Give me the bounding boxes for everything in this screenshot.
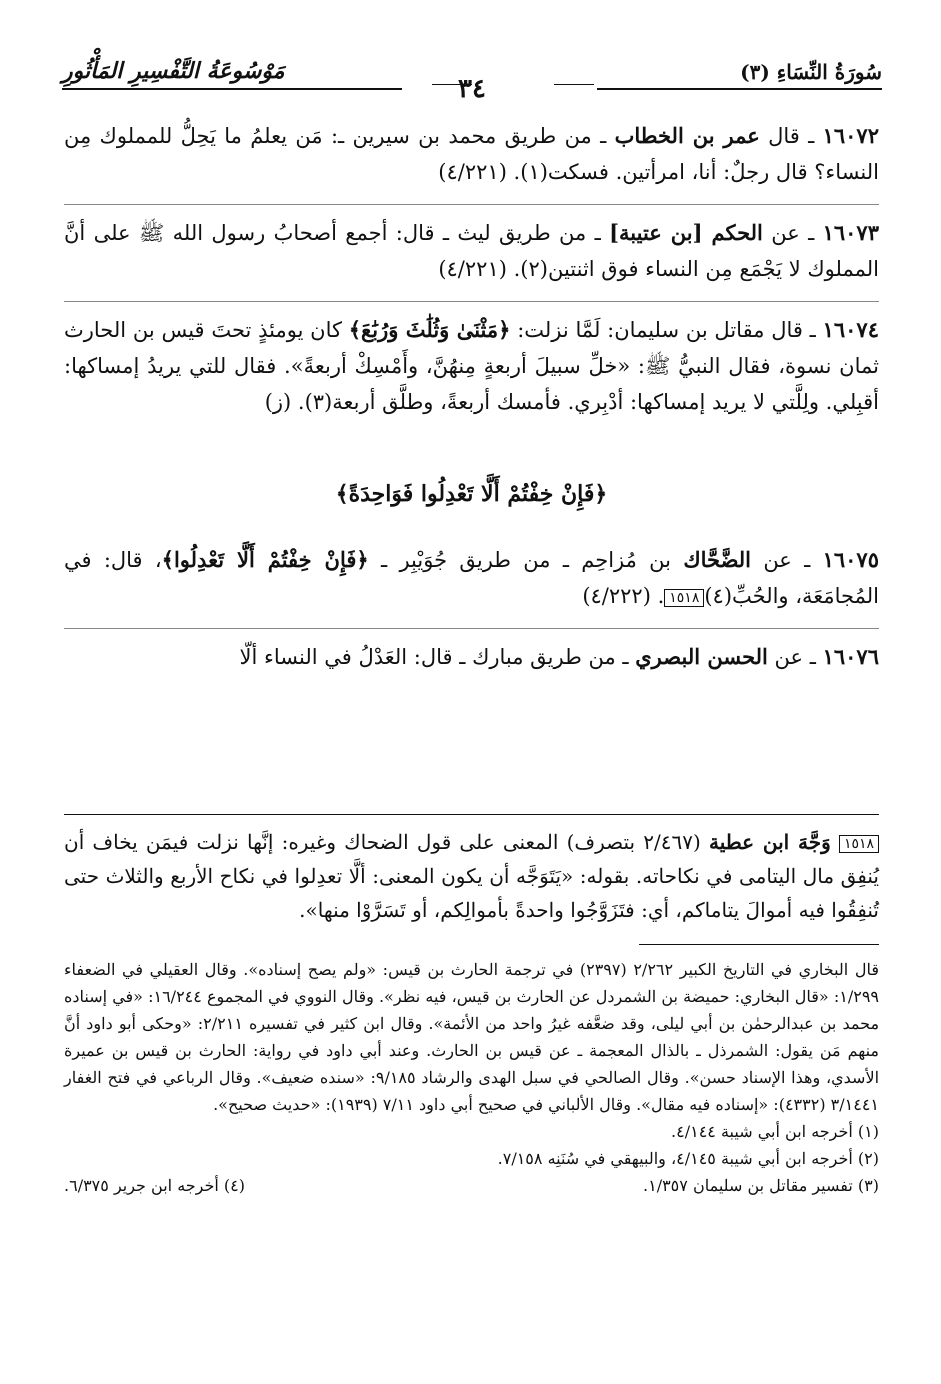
footnote-continued: قال البخاري في التاريخ الكبير ٢/٢٦٢ (٢٣٩٧) في ترجمة الحارث بن قيس: «ولم يصح إسناده». وقال العقيلي في الضعفاء ١/٢٩٩: «قال البخاري: حميضة بن الشمردل عن الحارث بن قيس، فيه نظر». وقال النووي في المجموع ١٦/٢٤٤: «في إسناده محمد بن عبدالرحمٰن بن أبي ليلى، وقد ضعَّفه غيرُ واحد من الأئمة». وقال ابن كثير في تفسيره ٢/٢١١: «وحكى أبو داود أنَّ منهم مَن يقول: الشمرذل ـ بالذال المعجمة ـ عن قيس بن الحارث. وعند أبي داود في رواية: الحارث بن قيس بن عميرة الأسدي، وهذا الإسناد حسن». وقال الصالحي في سبل الهدى والرشاد ٩/١٨٥: «سنده ضعيف». وقال الرباعي في فتح الغفار ٣/١٤٤١ (٤٣٣٢): «إسناده فيه مقال». وقال الألباني في صحيح أبي داود ٧/١١ (١٩٣٩): «حديث صحيح». [64,960,880,1114]
entry-16074: ١٦٠٧٤ ـ قال مقاتل بن سليمان: لَمَّا نزلت: ﴿مَثْنَىٰ وَثُلَٰثَ وَرُبَٰعَ﴾ كان يومئذٍ تحتَ قيس بن الحارث ثمان نسوة، فقال النبيُّ ﷺ: «خلِّ سبيلَ أربعةٍ مِنهُنَّ، وأَمْسِكْ أربعةً». فقال للتي يريدُ إمساكها: أقبِلي. ولِلَّتي لا يريد إمساكها: أدْبِري. فأمسك أربعةً، وطلَّق أربعة(٣). (ز) [64,317,879,414]
entry-number: ١٦٠٧٣ [822,220,879,245]
narrator-name: الضَّحَّاك [683,547,752,572]
footnote-2: (٢) أخرجه ابن أبي شيبة ٤/١٤٥، والبيهقي في سُنَنِه ٧/١٥٨. [497,1149,879,1168]
commentary-tag: ١٥١٨ [839,835,879,853]
entry-text: بن مُزاحِم ـ من طريق جُوَيْبِر ـ [368,548,684,572]
footnote-separator [639,944,879,945]
entry-ref: . (٤/٢٢٢) [582,584,665,608]
entry-divider [64,204,879,205]
page-number: ٣٤ [458,74,486,104]
header-rule-left [62,88,402,90]
entry-text: ـ من طريق ليث ـ قال: أجمع أصحابُ رسول الله ﷺ على أنَّ المملوك لا يَجْمَع مِن النساء فوق اثنتين(٢). (٤/٢٢١) [64,221,879,281]
entry-16076: ١٦٠٧٦ ـ عن الحسن البصري ـ من طريق مبارك ـ قال: العَدْلُ في النساء ألّا [239,644,879,669]
entry-16073: ١٦٠٧٣ ـ عن الحكم [بن عتيبة] ـ من طريق ليث ـ قال: أجمع أصحابُ رسول الله ﷺ على أنَّ المملوك لا يَجْمَع مِن النساء فوق اثنتين(٢). (٤/٢٢١) [64,220,879,281]
entry-number: ١٦٠٧٦ [822,644,879,669]
main-text [64,118,879,689]
entry-intro: عن [767,645,804,669]
footnote-row [64,1172,879,1199]
entry-16072: ١٦٠٧٢ ـ قال عمر بن الخطاب ـ من طريق محمد بن سيرين ـ: مَن يعلمُ ما يَحِلُّ للمملوك مِن النساء؟ قال رجلٌ: أنا، امرأتين. فسكت(١). (٤/٢٢١) [64,123,879,184]
entry-text: كان يومئذٍ تحتَ قيس بن الحارث ثمان نسوة، فقال النبيُّ ﷺ: «خلِّ سبيلَ أربعةٍ مِنهُنَّ، وأَمْسِكْ أربعةً». فقال للتي يريدُ إمساكها: أقبِلي. ولِلَّتي لا يريد إمساكها: أدْبِري. فأمسك أربعةً، وطلَّق أربعة(٣). (ز) [64,318,879,414]
footnote-3: (٣) تفسير مقاتل بن سليمان ١/٣٥٧. [643,1176,879,1195]
commentary-ref-tag: ١٥١٨ [664,589,704,607]
entry-number: ١٦٠٧٤ [822,317,879,342]
ayah-heading: ﴿فَإِنْ خِفْتُمْ أَلَّا تَعْدِلُوا فَوَاحِدَةً﴾ [335,481,608,507]
header-ornament-right [554,84,594,85]
narrator-name: الحسن البصري [635,644,768,669]
entry-number: ١٦٠٧٢ [822,123,879,148]
book-title: مَوْسُوعَةُ التَّفْسِيرِ المَأْثُورِ [62,58,285,84]
entry-intro: قال مقاتل بن سليمان: لَمَّا نزلت: [510,318,803,342]
entry-text: ، قال: في المُجامَعَة، والحُبِّ(٤) [64,548,879,608]
entry-intro: عن [751,548,792,572]
entry-divider [64,301,879,302]
footnotes [64,956,879,1199]
entry-number: ١٦٠٧٥ [822,547,879,572]
header-rule-right [597,88,882,90]
quran-quote: ﴿فَإِنْ خِفْتُمْ أَلَّا تَعْدِلُوا﴾ [161,547,369,572]
quran-quote: ﴿مَثْنَىٰ وَثُلَٰثَ وَرُبَٰعَ﴾ [348,317,511,342]
header-ornament-left [432,84,472,85]
narrator-name: الحكم [بن عتيبة] [609,220,763,245]
footnote-4: (٤) أخرجه ابن جرير ٦/٣٧٥. [64,1176,245,1195]
commentary-lead: وَجَّهَ ابن عطية [708,830,831,854]
entry-text: ـ من طريق مبارك ـ قال: العَدْلُ في النساء ألّا [239,645,636,669]
entry-16075: ١٦٠٧٥ ـ عن الضَّحَّاك بن مُزاحِم ـ من طريق جُوَيْبِر ـ ﴿فَإِنْ خِفْتُمْ أَلَّا تَعْدِلُوا﴾، قال: في المُجامَعَة، والحُبِّ(٤)١٥١٨. (٤/٢٢٢) [64,547,879,608]
entry-intro: قال [759,124,800,148]
entry-intro: عن [762,221,800,245]
entry-divider [64,628,879,629]
surah-title: سُورَةُ النِّسَاءِ (٣) [740,60,882,84]
commentary-text: (٢/٤٦٧ بتصرف) المعنى على قول الضحاك وغيره: إنَّها نزلت فيمَن يخاف أن يُنفِق مال اليتامى في نكاحاته. بقوله: «يَتَوَجَّه أن يكون المعنى: ألَّا تعدِلوا في نكاح الأربع والثلاث حتى تُنفِقُوا فيه أموالَ يتاماكم، أي: فتَزَوَّجُوا واحدةً بأموالِكم، أو تَسَرَّوْا منها». [64,830,879,922]
commentary-box [64,814,879,927]
entry-text: ـ من طريق محمد بن سيرين ـ: مَن يعلمُ ما يَحِلُّ للمملوك مِن النساء؟ قال رجلٌ: أنا، امرأتين. فسكت(١). (٤/٢٢١) [64,124,879,184]
narrator-name: عمر بن الخطاب [614,123,760,148]
page-header [62,58,882,104]
footnote-1: (١) أخرجه ابن أبي شيبة ٤/١٤٤. [671,1122,879,1141]
